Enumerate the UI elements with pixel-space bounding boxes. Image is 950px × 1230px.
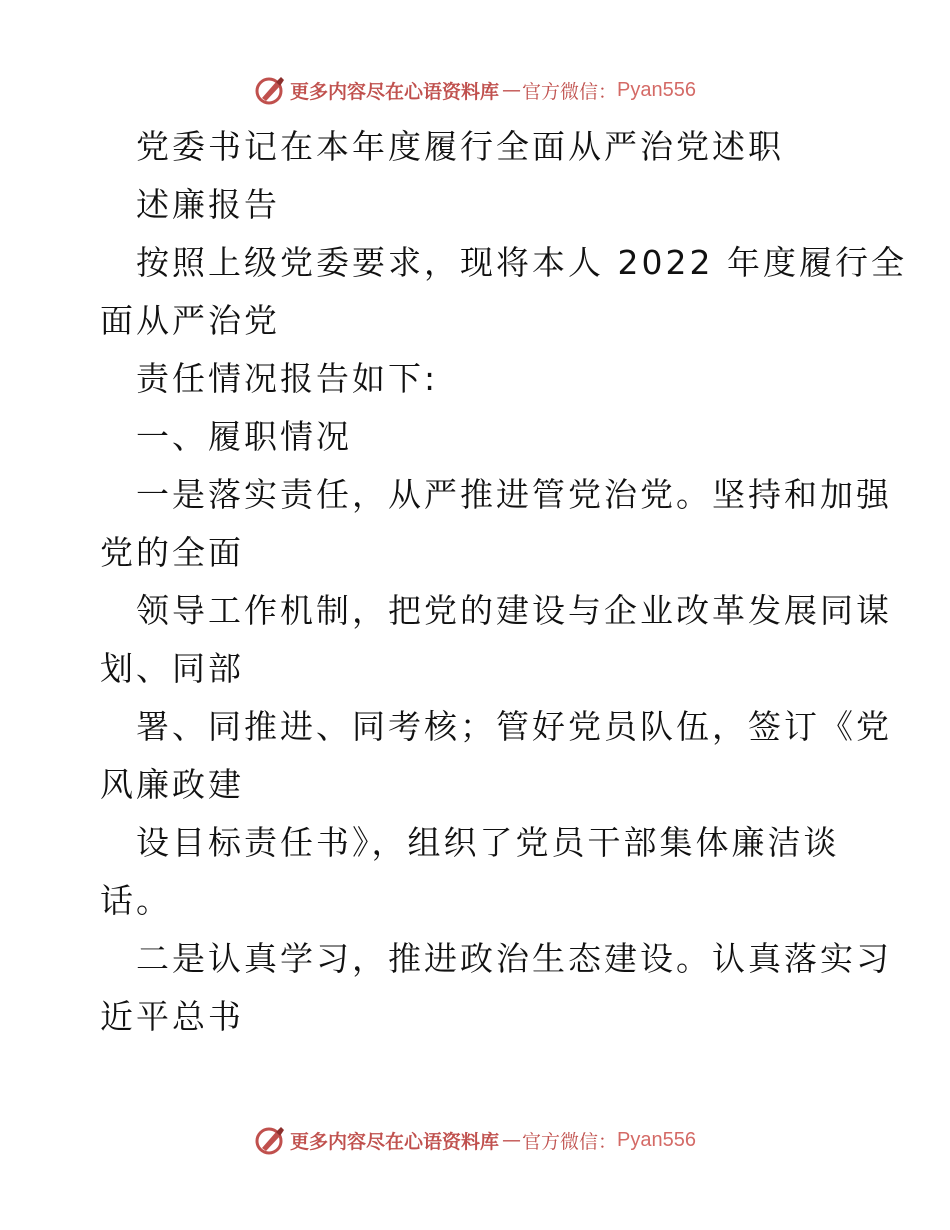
watermark-wechat-label: 官方微信： [522, 80, 618, 103]
watermark-site: 更多内容尽在心语资料库 [290, 1130, 500, 1153]
watermark-wechat-id: Pyan556 [617, 1128, 696, 1151]
text-line: 党的全面 [100, 533, 244, 572]
watermark-wechat-id: Pyan556 [617, 78, 696, 101]
text-line: 按照上级党委要求，现将本人 2022 年度履行全 [136, 243, 907, 282]
text-line: 设目标责任书》，组织了党员干部集体廉洁谈 [136, 823, 840, 862]
document-body [100, 118, 907, 1046]
footer-watermark [0, 1120, 950, 1160]
pen-logo-icon [254, 1124, 286, 1156]
text-line: 二是认真学习，推进政治生态建设。认真落实习 [136, 939, 892, 978]
watermark-dash: — [502, 1129, 520, 1151]
header-watermark [0, 70, 950, 110]
text-line: 党委书记在本年度履行全面从严治党述职 [136, 127, 784, 166]
watermark-wechat-label: 官方微信： [522, 1130, 618, 1153]
text-line: 责任情况报告如下: [136, 359, 439, 398]
text-line: 面从严治党 [100, 301, 280, 340]
text-line: 划、同部 [100, 649, 244, 688]
text-line: 话。 [100, 881, 172, 920]
pen-logo-icon [254, 74, 286, 106]
text-line: 领导工作机制，把党的建设与企业改革发展同谋 [136, 591, 892, 630]
watermark-site: 更多内容尽在心语资料库 [290, 80, 500, 103]
text-line: 近平总书 [100, 997, 244, 1036]
text-line: 一是落实责任，从严推进管党治党。坚持和加强 [136, 475, 892, 514]
text-line: 署、同推进、同考核；管好党员队伍，签订《党 [136, 707, 892, 746]
text-line: 风廉政建 [100, 765, 244, 804]
text-line: 述廉报告 [136, 185, 280, 224]
text-line: 一、履职情况 [136, 417, 352, 456]
watermark-dash: — [502, 79, 520, 101]
